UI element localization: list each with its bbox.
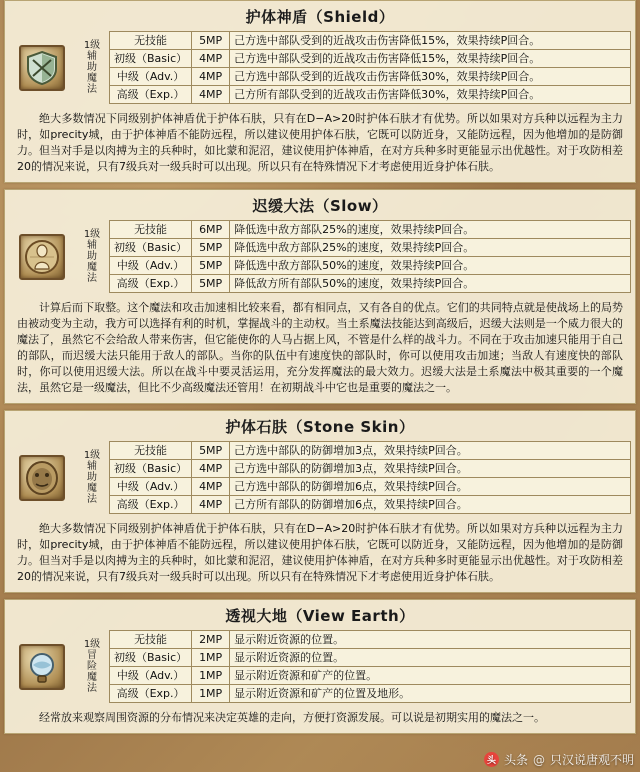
- level-line-0: 1级: [83, 40, 101, 51]
- cost-cell: 4MP: [192, 68, 230, 86]
- effect-cell: 己方所有部队的防御增加6点，效果持续P回合。: [230, 496, 631, 514]
- card-body: [5, 31, 635, 107]
- icon-cell: [9, 441, 75, 514]
- skill-cell: 无技能: [110, 631, 192, 649]
- spell-table: [109, 441, 631, 514]
- table-row: [110, 68, 631, 86]
- cost-cell: 6MP: [192, 221, 230, 239]
- table-row: [110, 496, 631, 514]
- cost-cell: 1MP: [192, 685, 230, 703]
- effect-cell: 己方选中部队受到的近战攻击伤害降低30%，效果持续P回合。: [230, 68, 631, 86]
- table-row: [110, 667, 631, 685]
- level-line-1: 冒: [87, 650, 97, 661]
- cost-cell: 5MP: [192, 257, 230, 275]
- effect-cell: 降低选中敌方部队50%的速度，效果持续P回合。: [230, 257, 631, 275]
- effect-cell: 己方所有部队受到的近战攻击伤害降低30%，效果持续P回合。: [230, 86, 631, 104]
- table-row: [110, 221, 631, 239]
- watermark-author: 只汉说唐观不明: [549, 753, 634, 767]
- card-note: 经常放来观察周围资源的分布情况来决定英雄的走向，方便打资源发展。可以说是初期实用的魔法之一。: [39, 711, 545, 724]
- cost-cell: 1MP: [192, 649, 230, 667]
- spell-table: [109, 31, 631, 104]
- cost-cell: 4MP: [192, 50, 230, 68]
- table-row: [110, 460, 631, 478]
- skill-cell: 中级（Adv.）: [110, 667, 192, 685]
- level-line-2: 险: [87, 661, 97, 672]
- stone-skin-icon: [19, 455, 65, 501]
- cost-cell: 5MP: [192, 275, 230, 293]
- skill-cell: 无技能: [110, 221, 192, 239]
- level-line-3: 魔: [87, 483, 97, 494]
- level-line-4: 法: [87, 494, 97, 505]
- card-note: 绝大多数情况下同级别护体神盾优于护体石肤，只有在D−A>20时护体石肤才有优势。所以如果对方兵种以远程为主力时，如precity城，由于护体神盾不能防远程，所以建议使用护体石肤，它既可以防近身，又能防远程，因为他增加的是防御力。但当对手是以肉搏为主的兵种时，如比蒙和泥沼，建议使用护体神盾，在对方兵种多时更能显示出优越性。对于攻防相差20的情况来说，只有7级兵对一级兵时可以出现。所以只有在特殊情况下才考虑使用近身护体石肤。: [17, 112, 623, 173]
- table-row: [110, 442, 631, 460]
- table-row: [110, 478, 631, 496]
- skill-cell: 初级（Basic）: [110, 649, 192, 667]
- table-row: [110, 32, 631, 50]
- slow-icon: [19, 234, 65, 280]
- level-line-3: 魔: [87, 262, 97, 273]
- table-row: [110, 649, 631, 667]
- cost-cell: 5MP: [192, 32, 230, 50]
- icon-cell: [9, 220, 75, 293]
- icon-cell: [9, 31, 75, 104]
- spell-card-shield: [4, 0, 636, 183]
- effect-cell: 降低选中敌方部队25%的速度，效果持续P回合。: [230, 239, 631, 257]
- skill-cell: 初级（Basic）: [110, 460, 192, 478]
- effect-cell: 显示附近资源和矿产的位置。: [230, 667, 631, 685]
- level-line-0: 1级: [83, 229, 101, 240]
- effect-cell: 显示附近资源和矿产的位置及地形。: [230, 685, 631, 703]
- skill-cell: 中级（Adv.）: [110, 68, 192, 86]
- card-note: 计算后而下取整。这个魔法和攻击加速相比较来看，都有相同点，又有各自的优点。它们的共同特点就是使战场上的局势由被动变为主动，我方可以选择有利的时机，掌握战斗的主动权。当土系魔法技能达到高级后，迟缓大法则是一个威力很大的魔法了，虽然它不会给敌人带来伤害，但它能使你的人马占据上风，不管是什么样的战斗力。不同在于攻击加速只能用于自己的部队，而迟缓大法只能用于敌人的部队。当你的队伍中有速度快的部队时，你可以使用攻击加速；当敌人有速度快的部队时，你可以使用迟缓大法。所以在战斗中要灵活运用，充分发挥魔法的最大效力。迟缓大法是土系魔法中极其重要的一个魔法，虽然它是一级魔法，但比不少高级魔法还管用！在初期战斗中它也是重要的魔法之一。: [17, 301, 623, 394]
- skill-cell: 中级（Adv.）: [110, 478, 192, 496]
- cost-cell: 5MP: [192, 442, 230, 460]
- effect-cell: 己方选中部队的防御增加6点，效果持续P回合。: [230, 478, 631, 496]
- spell-card-stone-skin: [4, 410, 636, 593]
- card-body: [5, 220, 635, 296]
- effect-cell: 降低选中敌方部队25%的速度，效果持续P回合。: [230, 221, 631, 239]
- skill-cell: 初级（Basic）: [110, 239, 192, 257]
- table-row: [110, 685, 631, 703]
- effect-cell: 己方选中部队受到的近战攻击伤害降低15%，效果持续P回合。: [230, 32, 631, 50]
- table-row: [110, 631, 631, 649]
- card-body: [5, 630, 635, 706]
- effect-cell: 己方选中部队的防御增加3点，效果持续P回合。: [230, 460, 631, 478]
- skill-cell: 高级（Exp.）: [110, 685, 192, 703]
- spell-level-label: [75, 630, 109, 703]
- table-row: [110, 50, 631, 68]
- table-row: [110, 257, 631, 275]
- spell-level-label: [75, 441, 109, 514]
- level-line-1: 辅: [87, 51, 97, 62]
- watermark-source: 头条: [503, 753, 528, 767]
- level-line-2: 助: [87, 251, 97, 262]
- level-line-4: 法: [87, 273, 97, 284]
- skill-cell: 高级（Exp.）: [110, 496, 192, 514]
- level-line-2: 助: [87, 472, 97, 483]
- table-row: [110, 239, 631, 257]
- skill-cell: 无技能: [110, 32, 192, 50]
- spell-level-label: [75, 220, 109, 293]
- cost-cell: 2MP: [192, 631, 230, 649]
- level-line-0: 1级: [83, 639, 101, 650]
- card-title: 护体石肤（Stone Skin）: [225, 418, 415, 436]
- level-line-1: 辅: [87, 240, 97, 251]
- skill-cell: 中级（Adv.）: [110, 257, 192, 275]
- effect-cell: 己方选中部队的防御增加3点，效果持续P回合。: [230, 442, 631, 460]
- table-row: [110, 86, 631, 104]
- effect-cell: 降低敌方所有部队50%的速度，效果持续P回合。: [230, 275, 631, 293]
- table-row: [110, 275, 631, 293]
- card-title: 透视大地（View Earth）: [225, 607, 415, 625]
- shield-icon: [19, 45, 65, 91]
- skill-cell: 高级（Exp.）: [110, 86, 192, 104]
- spell-level-label: [75, 31, 109, 104]
- spell-card-view-earth: [4, 599, 636, 734]
- level-line-0: 1级: [83, 450, 101, 461]
- cost-cell: 5MP: [192, 239, 230, 257]
- spell-table: [109, 630, 631, 703]
- view-earth-icon: [19, 644, 65, 690]
- card-title: 迟缓大法（Slow）: [252, 197, 388, 215]
- cost-cell: 1MP: [192, 667, 230, 685]
- cost-cell: 4MP: [192, 460, 230, 478]
- card-note: 绝大多数情况下同级别护体神盾优于护体石肤，只有在D−A>20时护体石肤才有优势。所以如果对方兵种以远程为主力时，如precity城，由于护体神盾不能防远程，所以建议使用护体石肤，它既可以防近身，又能防远程，因为他增加的是防御力。但当对手是以肉搏为主的兵种时，如比蒙和泥沼，建议使用护体神盾，在对方兵种多时更能显示出优越性。对于攻防相差20的情况来说，只有7级兵对一级兵时可以出现。所以只有在特殊情况下才考虑使用近身护体石肤。: [17, 522, 623, 583]
- cost-cell: 4MP: [192, 478, 230, 496]
- cost-cell: 4MP: [192, 86, 230, 104]
- icon-cell: [9, 630, 75, 703]
- level-line-3: 魔: [87, 73, 97, 84]
- skill-cell: 初级（Basic）: [110, 50, 192, 68]
- spell-table: [109, 220, 631, 293]
- level-line-3: 魔: [87, 672, 97, 683]
- card-title: 护体神盾（Shield）: [245, 8, 395, 26]
- level-line-4: 法: [87, 84, 97, 95]
- level-line-4: 法: [87, 683, 97, 694]
- cost-cell: 4MP: [192, 496, 230, 514]
- level-line-1: 辅: [87, 461, 97, 472]
- watermark: [484, 751, 634, 768]
- card-body: [5, 441, 635, 517]
- toutiao-logo-icon: 头: [484, 752, 499, 767]
- effect-cell: 己方选中部队受到的近战攻击伤害降低15%，效果持续P回合。: [230, 50, 631, 68]
- effect-cell: 显示附近资源的位置。: [230, 631, 631, 649]
- level-line-2: 助: [87, 62, 97, 73]
- watermark-separator: @: [532, 752, 545, 767]
- skill-cell: 无技能: [110, 442, 192, 460]
- skill-cell: 高级（Exp.）: [110, 275, 192, 293]
- effect-cell: 显示附近资源的位置。: [230, 649, 631, 667]
- spell-card-slow: [4, 189, 636, 404]
